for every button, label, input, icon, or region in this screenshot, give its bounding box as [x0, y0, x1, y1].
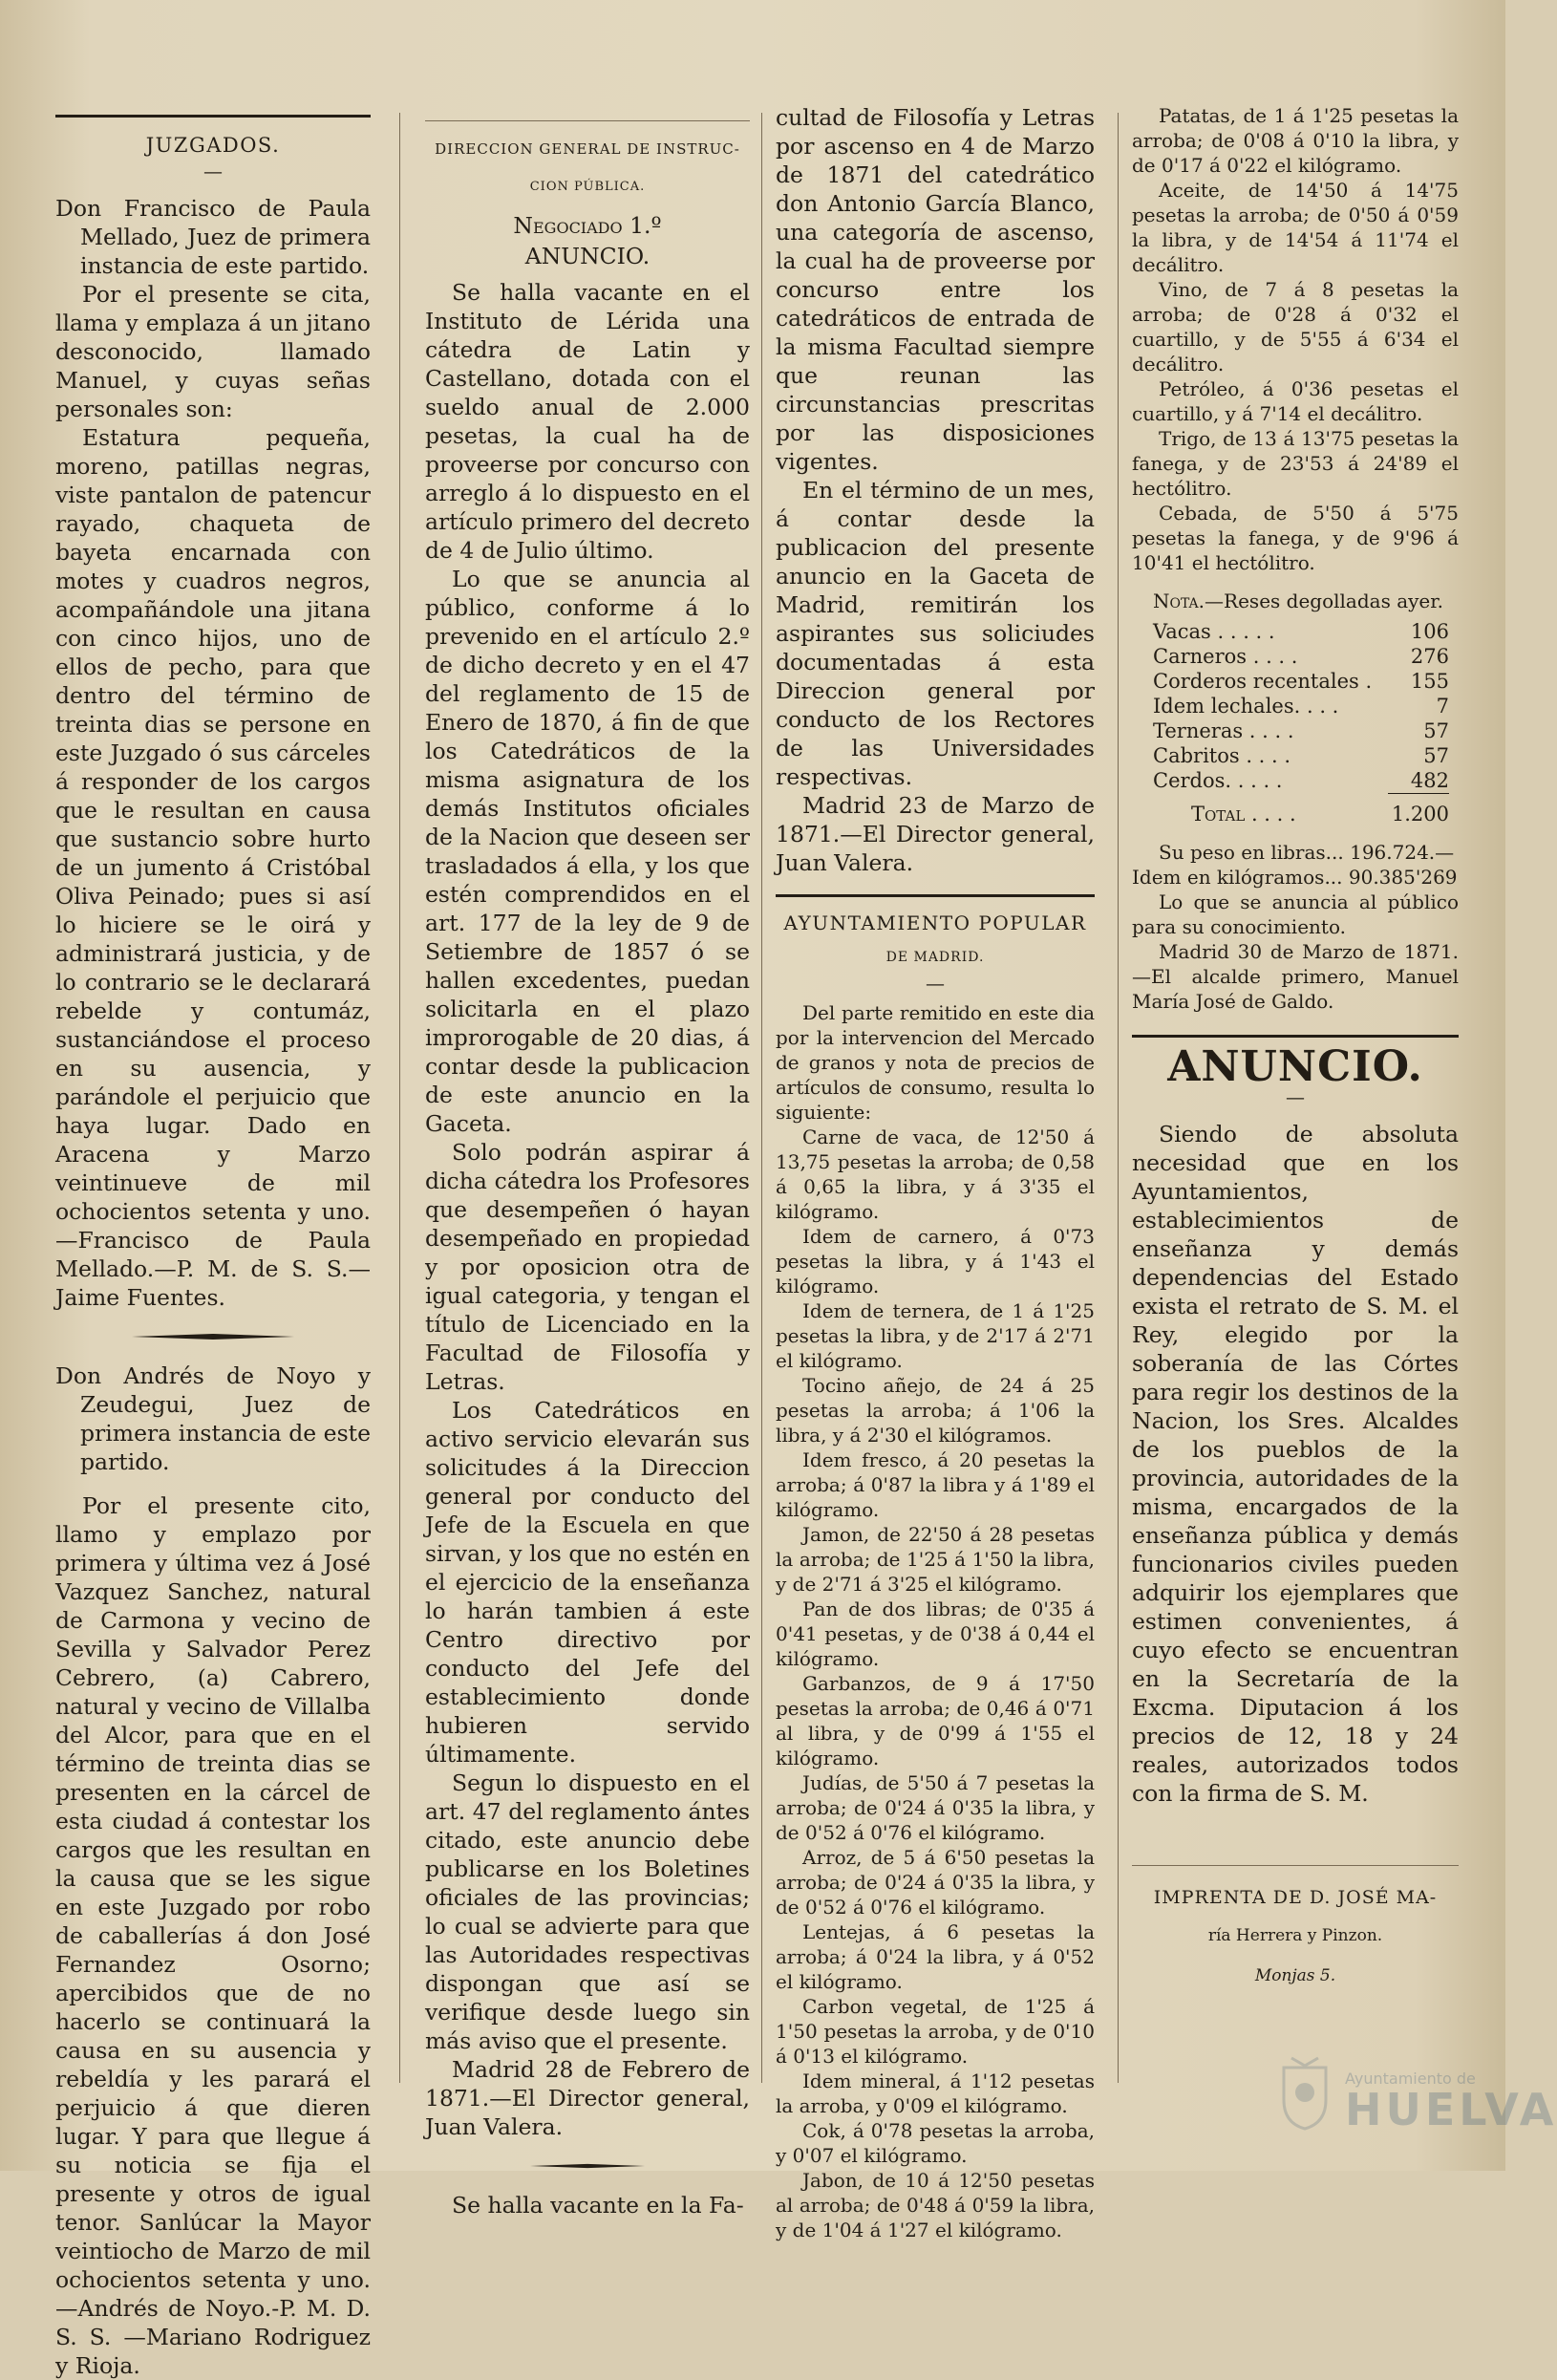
column-divider [1118, 113, 1119, 2083]
section-rule [55, 115, 371, 118]
nota-heading [1132, 589, 1459, 613]
reses-table [1153, 619, 1449, 826]
table-row [1153, 743, 1449, 768]
price-item: Tocino añejo, de 24 á 25 pesetas la arroba; á 1'06 la libra, y á 2'30 el kilógramos. [776, 1374, 1095, 1447]
price-item: Idem de carnero, á 0'73 pesetas la libra, y á 1'43 el kilógramo. [776, 1225, 1095, 1297]
heading-dash: — [926, 972, 945, 995]
paragraph: cultad de Filosofía y Letras por ascenso en 4 de Marzo de 1871 del catedrático don Antonio García Blanco, una categoría de ascenso, la cual ha de proveerse por concurso entre los catedráticos de entrada de la misma Facultad siempre que reunan las circunstancias prescritas por las disposiciones vigentes. [776, 104, 1095, 475]
row-label: Idem lechales. . . . [1153, 695, 1339, 718]
imprint-address: Monjas 5. [1254, 1966, 1336, 1985]
section-heading: AYUNTAMIENTO POPULAR [783, 911, 1087, 934]
column-juzgados [55, 103, 371, 2380]
edict-body: Estatura pequeña, moreno, patillas negras, viste pantalon de patencur rayado, chaqueta de bayeta encarnada con motes y cuadros negros, acompañándole una jitana con cinco hijos, uno de ellos de pecho, para que dentro del término de treinta dias se persone en este Juzgado ó sus cárceles á responder de los cargos que le resultan en causa que sustancio sobre hurto de un jumento á Cristóbal Oliva Peinado; pues si así lo hiciere se le oirá y administrará justicia, y de lo contrario se le declarará rebelde y contumáz, sustanciándose el proceso en su ausencia, y parándole el perjuicio que haya lugar. Dado en Aracena y Marzo veintinueve de mil ochocientos setenta y uno.—Francisco de Paula Mellado.—P. M. de S. S.—Jaime Fuentes. [55, 424, 371, 1311]
signature: Madrid 23 de Marzo de 1871.—El Director general, Juan Valera. [776, 792, 1095, 876]
row-label: Corderos recentales . [1153, 670, 1373, 693]
anuncio-body: Siendo de absoluta necesidad que en los Ayuntamientos, establecimientos de enseñanza y demás dependencias del Estado exista el retrato de S. M. el Rey, elegido por la soberanía de las Córtes para regir los destinos de la Nacion, los Sres. Alcaldes de los pueblos de la provincia, autoridades de la misma, encargados de la enseñanza pública y demás funcionarios civiles pueden adquirir los ejemplares que estimen convenientes, á cuyo efecto se encuentran en la Secretaría de la Excma. Diputacion á los precios de 12, 18 y 24 reales, autorizados todos con la firma de S. M. [1132, 1121, 1459, 1807]
price-item: Cebada, de 5'50 á 5'75 pesetas la fanega, y de 9'96 á 10'41 el hectólitro. [1132, 502, 1459, 574]
section-heading: CION PÚBLICA. [529, 180, 646, 194]
paragraph: Se halla vacante en el Instituto de Lérida una cátedra de Latin y Castellano, dotada con el sueldo anual de 2.000 pesetas, la cual ha de proveerse por concurso con arreglo á lo dispuesto en el artículo primero del decreto de 4 de Julio último. [425, 279, 750, 564]
total-row [1153, 794, 1449, 827]
section-heading: DE MADRID. [885, 950, 985, 965]
table-row [1153, 644, 1449, 669]
paragraph: En el término de un mes, á contar desde la publicacion del presente anuncio en la Gaceta de Madrid, remitirán los aspirantes sus soliciudes documentadas á esta Direccion general por conducto de los Rectores de las Universidades respectivas. [776, 477, 1095, 790]
row-value: 276 [1410, 645, 1449, 668]
price-item: Idem de ternera, de 1 á 1'25 pesetas la libra, y de 2'17 á 2'71 el kilógramo. [776, 1299, 1095, 1372]
price-list [1132, 103, 1459, 575]
edict-title: Don Francisco de Paula Mellado, Juez de primera instancia de este partido. [55, 195, 371, 279]
price-item: Judías, de 5'50 á 7 pesetas la arroba; de 0'24 á 0'35 la libra, y de 0'52 á 0'76 el kilógramo. [776, 1771, 1095, 1844]
price-item: Trigo, de 13 á 13'75 pesetas la fanega, y de 23'53 á 24'89 el hectólitro. [1132, 427, 1459, 500]
paragraph: Se halla vacante en la Fa- [452, 2192, 744, 2219]
column-divider [399, 113, 400, 2083]
row-label: Cerdos. . . . . [1153, 769, 1283, 793]
price-item: Petróleo, á 0'36 pesetas el cuartillo, y á 7'14 el decálitro. [1132, 377, 1459, 425]
ornament-rule [530, 2162, 645, 2170]
price-item: Lentejas, á 6 pesetas la arroba; á 0'24 la libra, y á 0'52 el kilógramo. [776, 1920, 1095, 1993]
watermark-line: HUELVA [1345, 2084, 1557, 2135]
row-value: 7 [1436, 695, 1449, 718]
imprint-line: ría Herrera y Pinzon. [1207, 1926, 1383, 1945]
watermark-logo [1345, 2069, 1557, 2135]
section-rule [776, 894, 1095, 897]
crest-icon [1278, 2054, 1332, 2131]
section-heading: DIRECCION GENERAL DE INSTRUC- [435, 140, 740, 158]
price-list [776, 1000, 1095, 2242]
intro-text: Del parte remitido en este dia por la intervencion del Mercado de granos y nota de precios de artículos de consumo, resulta lo siguiente: [776, 1001, 1095, 1124]
paragraph: Solo podrán aspirar á dicha cátedra los Profesores que desempeñen ó hayan desempeñado en propiedad y por oposicion otra de igual categoria, y tengan el título de Licenciado en la Facultad de Filosofía y Letras. [425, 1139, 750, 1395]
row-value: 57 [1423, 744, 1449, 767]
row-value: 482 [1388, 768, 1449, 794]
price-item: Arroz, de 5 á 6'50 pesetas la arroba; de 0'24 á 0'35 la libra, y de 0'52 á 0'76 el kilógramo. [776, 1846, 1095, 1919]
section-rule [1132, 1865, 1459, 1866]
reses-summary [1132, 840, 1459, 1014]
total-value: 1.200 [1391, 803, 1449, 825]
imprint-line: IMPRENTA DE D. JOSÉ MA- [1153, 1887, 1438, 1908]
nota-label: Nota. [1153, 590, 1205, 612]
price-item: Cok, á 0'78 pesetas la arroba, y 0'07 el kilógramo. [776, 2119, 1095, 2167]
peso-libras: Su peso en libras... 196.724.— [1159, 841, 1455, 864]
section-rule [1132, 1035, 1459, 1038]
row-label: Cabritos . . . . [1153, 744, 1291, 767]
signature: Madrid 30 de Marzo de 1871.—El alcalde primero, Manuel María José de Galdo. [1132, 940, 1459, 1013]
paragraph: Los Catedráticos en activo servicio elevarán sus solicitudes á la Direccion general por conducto del Jefe de la Escuela en que sirvan, y los que no estén en el ejercicio de la enseñanza lo harán tambien á este Centro directivo por conducto del Jefe del establecimiento donde hubieren servido últimamente. [425, 1397, 750, 1768]
row-label: Carneros . . . . [1153, 645, 1298, 668]
price-item: Carbon vegetal, de 1'25 á 1'50 pesetas la arroba, y de 0'10 á 0'13 el kilógramo. [776, 1995, 1095, 2068]
watermark-line: Ayuntamiento de [1345, 2069, 1476, 2088]
paragraph: Lo que se anuncia al público para su conocimiento. [1132, 890, 1459, 938]
anuncio-heading: ANUNCIO. [524, 243, 651, 269]
price-item: Idem fresco, á 20 pesetas la arroba; á 0'87 la libra y á 1'89 el kilógramo. [776, 1448, 1095, 1521]
price-item: Pan de dos libras; de 0'35 á 0'41 pesetas, y de 0'38 á 0,44 el kilógramo. [776, 1597, 1095, 1670]
column-divider [761, 113, 762, 2083]
edict-body: Por el presente cito, llamo y emplazo por primera y última vez á José Vazquez Sanchez, natural de Carmona y vecino de Sevilla y Salvador Perez Cebrero, (a) Cabrero, natural y vecino de Villalba del Alcor, para que en el término de treinta dias se presenten en la cárcel de esta ciudad á contestar los cargos que les resultan en la causa que se les sigue en este Juzgado por robo de caballerías á don José Fernandez Osorno; apercibidos que de no hacerlo se continuará la causa en su ausencia y rebeldía y les parará el perjuicio á que dieren lugar. Y para que llegue á su noticia se fija el presente y otros de igual tenor. Sanlúcar la Mayor veintiocho de Marzo de mil ochocientos setenta y uno.—Andrés de Noyo.-P. M. D. S. S. —Mariano Rodriguez y Rioja. [55, 1492, 371, 2379]
heading-dash: — [203, 160, 223, 182]
table-row [1153, 768, 1449, 794]
nota-text: —Reses degolladas ayer. [1205, 590, 1443, 612]
signature: Madrid 28 de Febrero de 1871.—El Director general, Juan Valera. [425, 2056, 750, 2140]
price-item: Carne de vaca, de 12'50 á 13,75 pesetas la arroba; de 0,58 á 0,65 la libra, y á 3'35 el kilógramo. [776, 1126, 1095, 1223]
anuncio-heading: ANUNCIO. [1167, 1042, 1423, 1091]
ornament-rule [132, 1333, 294, 1340]
table-row [1153, 619, 1449, 644]
row-label: Terneras . . . . [1153, 719, 1294, 742]
peso-kilogramos: Idem en kilógramos... 90.385'269 [1132, 866, 1458, 889]
paragraph: Segun lo dispuesto en el art. 47 del reglamento ántes citado, este anuncio debe publicarse en los Boletines oficiales de las provincias; lo cual se advierte para que las Autoridades respectivas dispongan que así se verifique desde luego sin más aviso que el presente. [425, 1769, 750, 2054]
price-item: Vino, de 7 á 8 pesetas la arroba; de 0'28 á 0'32 el cuartillo, y de 5'55 á 6'34 el decálitro. [1132, 278, 1459, 375]
row-label: Vacas . . . . . [1153, 620, 1275, 643]
price-item: Jamon, de 22'50 á 28 pesetas la arroba; de 1'25 á 1'50 la libra, y de 2'71 á 3'25 el kilógramo. [776, 1523, 1095, 1596]
row-value: 155 [1410, 670, 1449, 693]
table-row [1153, 718, 1449, 743]
price-item: Aceite, de 14'50 á 14'75 pesetas la arroba; de 0'50 á 0'59 la libra, y de 14'54 á 11'74 el decálitro. [1132, 179, 1459, 276]
total-label: Total . . . . [1191, 802, 1296, 825]
row-value: 106 [1410, 620, 1449, 643]
column-instruccion [425, 103, 750, 2219]
column-precios-anuncio [1132, 103, 1459, 1990]
section-rule [425, 120, 750, 121]
section-heading: JUZGADOS. [145, 134, 281, 157]
table-row [1153, 669, 1449, 694]
row-value: 57 [1423, 719, 1449, 742]
price-item: Patatas, de 1 á 1'25 pesetas la arroba; de 0'08 á 0'10 la libra, y de 0'17 á 0'22 el kilógramo. [1132, 104, 1459, 177]
price-item: Jabon, de 10 á 12'50 pesetas al arroba; de 0'48 á 0'59 la libra, y de 1'04 á 1'27 el kilógramo. [776, 2169, 1095, 2241]
edict-body: Por el presente se cita, llama y emplaza á un jitano desconocido, llamado Manuel, y cuyas señas personales son: [55, 281, 371, 422]
negociado-heading: Negociado 1.º [513, 212, 662, 239]
table-row [1153, 694, 1449, 718]
heading-dash: — [1286, 1085, 1305, 1108]
paragraph: Lo que se anuncia al público, conforme á lo prevenido en el artículo 2.º de dicho decreto y en el 47 del reglamento de 15 de Enero de 1870, á fin de que los Catedráticos de la misma asignatura de los demás Institutos oficiales de la Nacion que deseen ser trasladados á ella, y los que estén comprendidos en el art. 177 de la ley de 9 de Setiembre de 1857 ó se hallen excedentes, puedan solicitarla en el plazo improrogable de 20 dias, á contar desde la publicacion de este anuncio en la Gaceta. [425, 566, 750, 1137]
price-item: Idem mineral, á 1'12 pesetas la arroba, y 0'09 el kilógramo. [776, 2069, 1095, 2117]
column-ayuntamiento [776, 103, 1095, 2242]
price-item: Garbanzos, de 9 á 17'50 pesetas la arroba; de 0,46 á 0'71 al libra, y de 0'99 á 1'55 el kilógramo. [776, 1672, 1095, 1769]
edict-title: Don Andrés de Noyo y Zeudegui, Juez de primera instancia de este partido. [55, 1362, 371, 1475]
